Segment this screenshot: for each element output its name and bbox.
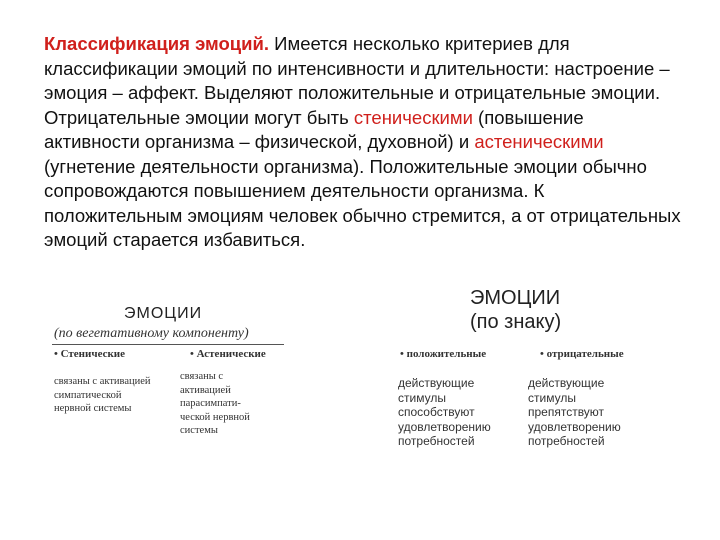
diagram-left-col2-line: связаны с <box>180 371 224 382</box>
diagram-right-col2-line: стимулы <box>528 390 576 405</box>
diagram-right-col2-line: действующие <box>528 376 605 390</box>
diagram-right-col1-line: действующие <box>398 376 475 390</box>
diagram-left-col2-line: парасимпати- <box>180 398 241 409</box>
diagram-left-col1-line: симпатической <box>54 389 122 401</box>
diagram-left-divider <box>52 344 284 345</box>
diagram-right-col2-line: препятствуют <box>528 405 605 419</box>
diagram-right-col1-body <box>398 376 518 449</box>
diagram-right-col1-line: потребностей <box>398 434 475 448</box>
diagram-left-title: ЭМОЦИИ <box>124 305 203 322</box>
paragraph-text-2: (повышение активности организма – физической, духовной) и <box>44 106 584 152</box>
diagram-right-col2-head: • отрицательные <box>540 348 624 360</box>
asthenic-term: астеническими <box>474 131 604 152</box>
diagram-left-col1-body <box>54 375 179 416</box>
diagram-right-col1-head: • положительные <box>400 348 487 360</box>
main-paragraph <box>44 32 684 253</box>
diagram-left-col2-head: • Астенические <box>190 348 266 360</box>
diagram-left-col2-line: ческой нервной <box>180 411 250 423</box>
diagram-right-col2-line: потребностей <box>528 434 605 448</box>
diagram-left-col2-body <box>180 370 290 438</box>
diagram-left-col1-head: • Стенические <box>54 348 126 360</box>
sthenic-term: стеническими <box>353 106 473 128</box>
diagram-right-col1-line: стимулы <box>398 390 446 405</box>
term-heading: Классификация эмоций. <box>44 33 270 54</box>
diagram-left-col2-line: системы <box>180 425 218 436</box>
diagram-right-col2-body <box>528 376 648 449</box>
diagram-left-col1-line: нервной системы <box>54 403 132 414</box>
diagram-right-col2-line: удовлетворению <box>528 419 621 434</box>
paragraph-text-3: (угнетение деятельности организма). Положительные эмоции обычно сопровождаются повышением деятельности организма. К положительным эмоциям человек обычно стремится, а от отрицательных эмоций старается избавиться. <box>44 155 681 250</box>
diagram-left-subtitle: (по вегетативному компоненту) <box>54 326 249 341</box>
diagram-right-col1-line: удовлетворению <box>398 419 491 434</box>
diagram-left-col2-line: активацией <box>180 384 231 396</box>
diagram-right-title-line1: ЭМОЦИИ <box>470 287 561 309</box>
diagram-right-title-line2: (по знаку) <box>470 311 562 333</box>
diagram-right-col1-line: способствуют <box>398 405 475 419</box>
diagram-right-title <box>470 286 561 334</box>
diagram-left-col1-line: связаны с активацией <box>54 376 151 387</box>
paragraph-text-1: Имеется несколько критериев для классификации эмоций по интенсивности и длительности: настроение – эмоция – аффект. Выделяют положительные и отрицательные эмоции. Отрицательные эмоции могут быть <box>44 33 670 128</box>
